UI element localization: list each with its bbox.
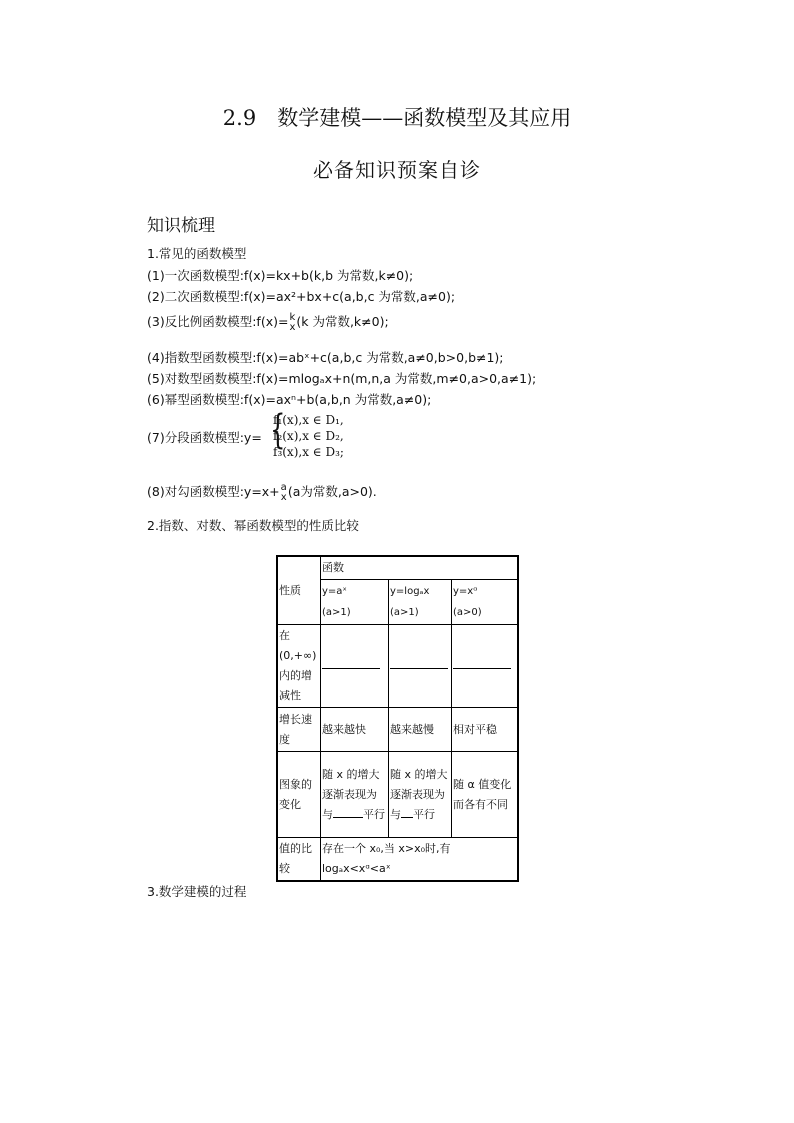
- comparison-table: [276, 555, 519, 882]
- graph-exponential: 随 x 的增大逐渐表现为与 平行: [321, 752, 389, 838]
- growth-exponential: 越来越快: [321, 708, 389, 752]
- model-linear: (1)一次函数模型:f(x)=kx+b(k,b 为常数,k≠0);: [147, 268, 414, 283]
- model-piecewise-label: (7)分段函数模型:y=: [147, 430, 262, 445]
- graph-power: 随 α 值变化而各有不同: [452, 752, 519, 838]
- growth-logarithm: 越来越慢: [389, 708, 452, 752]
- fraction-a-over-x: [281, 483, 287, 503]
- frac-numerator: k: [289, 311, 296, 323]
- model-power: (6)幂型函数模型:f(x)=axⁿ+b(a,b,n 为常数,a≠0);: [147, 392, 432, 407]
- frac-numerator: a: [280, 481, 287, 493]
- func-exponential: y=aˣ (a>1): [321, 580, 389, 625]
- row-label-monotonicity: 在(0,+∞)内的增减性: [277, 625, 321, 708]
- part2-heading: 2.指数、对数、幂函数模型的性质比较: [147, 518, 359, 533]
- piecewise-brace: {: [270, 407, 286, 453]
- graph-logarithm: 随 x 的增大逐渐表现为与 平行: [389, 752, 452, 838]
- model-nike-suffix: (a为常数,a>0).: [287, 484, 377, 499]
- blank-cell: [389, 625, 452, 708]
- model-inverse-prefix: (3)反比例函数模型:f(x)=: [147, 314, 289, 329]
- page-title: 2.9 数学建模——函数模型及其应用: [222, 106, 572, 130]
- model-logarithmic: (5)对数型函数模型:f(x)=mlogₐx+n(m,n,a 为常数,m≠0,a>0,a≠1);: [147, 371, 537, 386]
- row-label-growth: 增长速度: [277, 708, 321, 752]
- piecewise-case-3: f₃(x),x ∈ D₃;: [273, 445, 344, 459]
- header-function: 函数: [321, 556, 519, 580]
- page-subtitle: 必备知识预案自诊: [313, 158, 481, 182]
- model-inverse-suffix: (k 为常数,k≠0);: [296, 314, 389, 329]
- blank-cell: [452, 625, 519, 708]
- header-property: 性质: [277, 556, 321, 625]
- part1-heading: 1.常见的函数模型: [147, 246, 247, 261]
- piecewise-case-2: f₂(x),x ∈ D₂,: [273, 429, 344, 443]
- piecewise-case-1: f₁(x),x ∈ D₁,: [273, 413, 344, 427]
- fraction-k-over-x: [289, 313, 295, 333]
- row-label-compare: 值的比较: [277, 838, 321, 882]
- frac-denominator: x: [289, 321, 296, 333]
- frac-denominator: x: [280, 491, 287, 503]
- model-quadratic: (2)二次函数模型:f(x)=ax²+bx+c(a,b,c 为常数,a≠0);: [147, 289, 456, 304]
- compare-value: 存在一个 x₀,当 x>x₀时,有 logₐx<xᵅ<aˣ: [321, 838, 519, 882]
- model-exponential: (4)指数型函数模型:f(x)=abˣ+c(a,b,c 为常数,a≠0,b>0,b≠1);: [147, 350, 504, 365]
- func-power: y=xᵅ (a>0): [452, 580, 519, 625]
- row-label-graph: 图象的变化: [277, 752, 321, 838]
- model-nike: [147, 482, 377, 503]
- section-heading: 知识梳理: [147, 216, 215, 236]
- model-nike-prefix: (8)对勾函数模型:y=x+: [147, 484, 280, 499]
- part3-heading: 3.数学建模的过程: [147, 884, 247, 899]
- blank-cell: [321, 625, 389, 708]
- model-inverse: [147, 312, 389, 333]
- func-logarithm: y=logₐx (a>1): [389, 580, 452, 625]
- growth-power: 相对平稳: [452, 708, 519, 752]
